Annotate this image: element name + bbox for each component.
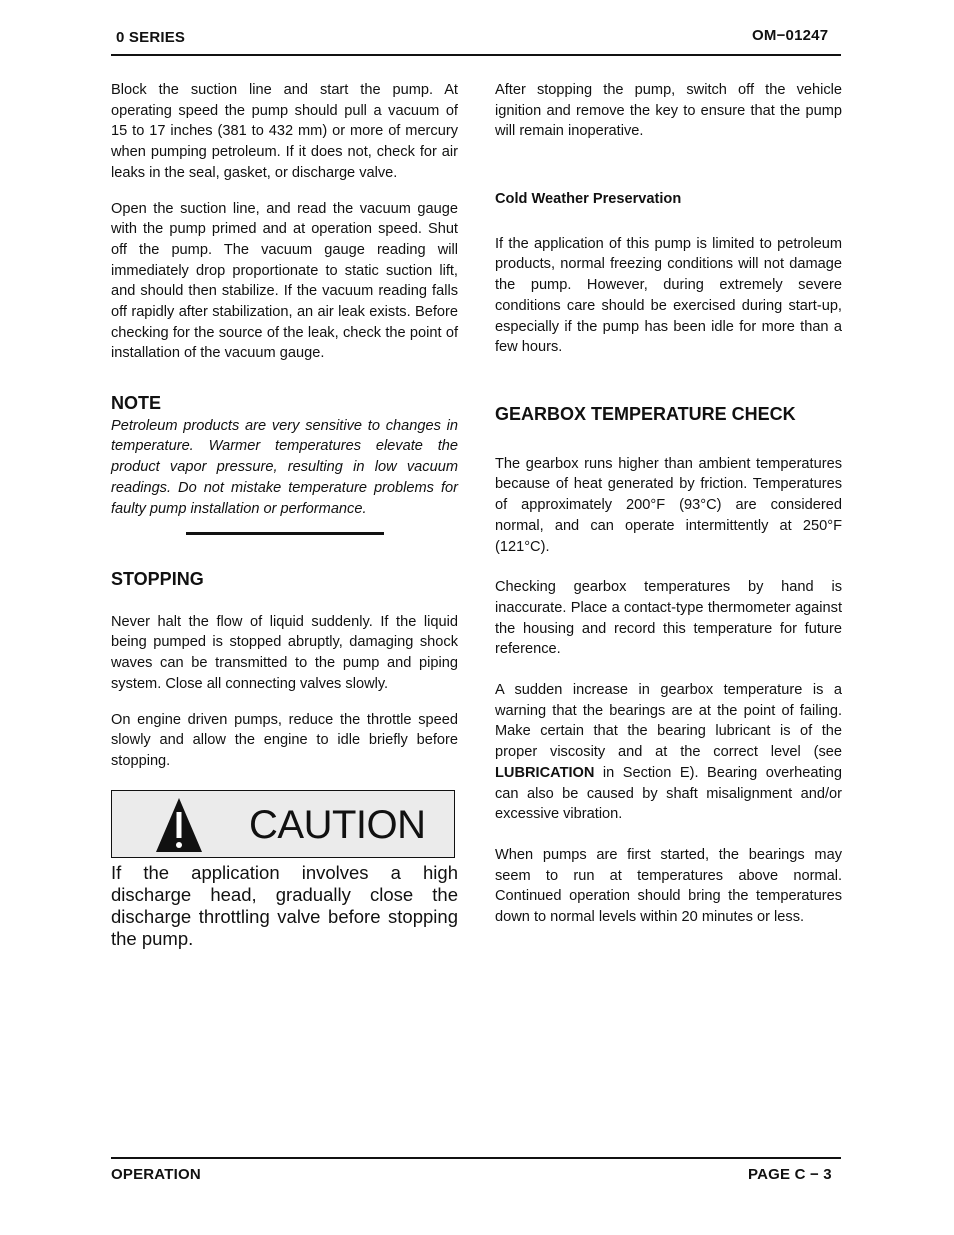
caution-word: CAUTION bbox=[249, 803, 426, 847]
caution-banner bbox=[111, 790, 455, 858]
header-rule bbox=[111, 54, 841, 56]
footer-rule bbox=[111, 1157, 841, 1159]
gearbox-paragraph-1: The gearbox runs higher than ambient temperatures because of heat generated by friction. Temperatures of approximately 200°F (93°C) are considered normal, and can operate intermittently at 250°F (121°C). bbox=[495, 455, 842, 555]
note-block bbox=[111, 393, 458, 535]
lubrication-reference: LUBRICATION bbox=[495, 764, 595, 781]
gearbox-paragraph-4: When pumps are first started, the bearings may seem to run at temperatures above normal. Continued operation should bring the temperatures down to normal levels within 20 minutes or less. bbox=[495, 846, 842, 926]
cold-weather-heading: Cold Weather Preservation bbox=[495, 191, 682, 207]
header-doc-number: OM−01247 bbox=[752, 27, 829, 44]
stopping-paragraph-1: Never halt the flow of liquid suddenly. If the liquid being pumped is stopped abruptly, damaging shock waves can be transmitted to the pump and piping system. Close all connecting valves slowly. bbox=[111, 613, 458, 692]
left-column bbox=[111, 80, 458, 364]
note-title: NOTE bbox=[111, 393, 162, 413]
note-body: Petroleum products are very sensitive to changes in temperature. Warmer temperatures elevate the product vapor pressure, resulting in low vacuum readings. Do not mistake temperature problems for faulty pump installation or performance. bbox=[111, 417, 458, 517]
header-series: 0 SERIES bbox=[116, 29, 186, 46]
vacuum-test-paragraph: Block the suction line and start the pump. At operating speed the pump should pull a vacuum of 15 to 17 inches (381 to 432 mm) or more of mercury when pumping petroleum. If it does not, check for air leaks in the seal, gasket, or discharge valve. bbox=[111, 82, 458, 181]
gearbox-paragraph-2: Checking gearbox temperatures by hand is inaccurate. Place a contact-type thermometer against the housing and record this temperature for future reference. bbox=[495, 579, 842, 658]
warning-triangle-icon bbox=[154, 796, 204, 854]
gearbox-p3-end: in Section E). Bearing overheating can also be caused by shaft misalignment and/or excessive vibration. bbox=[495, 764, 842, 823]
stopping-paragraph-2: On engine driven pumps, reduce the throttle speed slowly and allow the engine to idle briefly before stopping. bbox=[111, 711, 458, 769]
gearbox-heading: GEARBOX TEMPERATURE CHECK bbox=[495, 404, 796, 424]
footer-section: OPERATION bbox=[111, 1166, 201, 1183]
gearbox-section bbox=[495, 404, 842, 928]
stopping-heading: STOPPING bbox=[111, 569, 204, 589]
stopping-section bbox=[111, 569, 458, 772]
cold-weather-section bbox=[495, 189, 842, 358]
cold-weather-paragraph: If the application of this pump is limited to petroleum products, normal freezing conditions will not damage the pump. However, during extremely severe conditions care should be exercised during start-up, especially if the pump has been idle for more than a few hours. bbox=[495, 235, 842, 356]
gearbox-paragraph-3 bbox=[495, 680, 842, 825]
footer-page-number: PAGE C − 3 bbox=[748, 1166, 832, 1183]
ignition-paragraph: After stopping the pump, switch off the vehicle ignition and remove the key to ensure that the pump will remain inoperative. bbox=[495, 82, 842, 140]
note-end-rule bbox=[186, 532, 384, 535]
gearbox-p3-start: A sudden increase in gearbox temperature is a warning that the bearings are at the point of failing. Make certain that the bearing lubricant is of the proper viscosity and at the correct level (see bbox=[495, 682, 842, 761]
vacuum-gauge-paragraph: Open the suction line, and read the vacuum gauge with the pump primed and at operation speed. Shut off the pump. The vacuum gauge reading will immediately drop proportionate to static suction lift, and should then stabilize. If the vacuum reading falls off rapidly after stabilization, an air leak exists. Before checking for the source of the leak, check the point of installation of the vacuum gauge. bbox=[111, 200, 458, 362]
caution-text: If the application involves a high discharge head, gradually close the discharge throttling valve before stopping the pump. bbox=[111, 862, 458, 949]
right-column-top bbox=[495, 80, 842, 142]
